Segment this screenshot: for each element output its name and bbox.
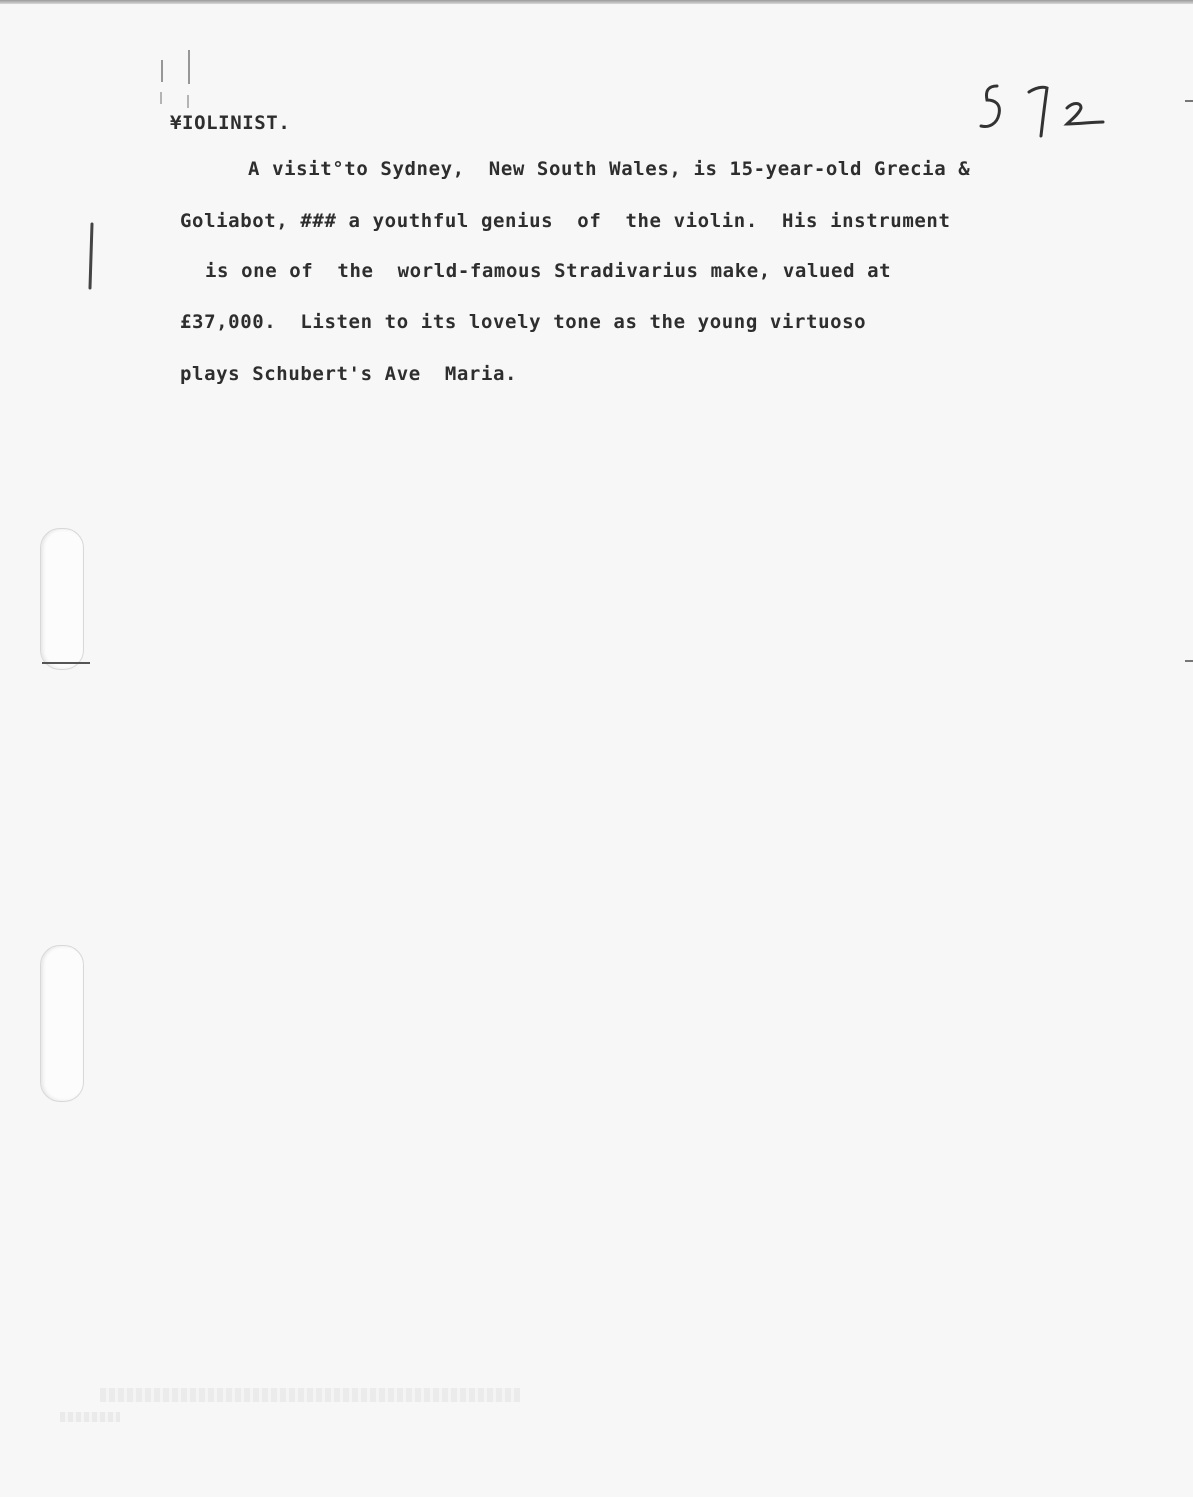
margin-pencil-mark (86, 222, 96, 290)
handwritten-page-number (975, 78, 1115, 148)
faint-bleed-through-mark (60, 1412, 120, 1422)
edge-tick (1185, 100, 1193, 102)
binder-hole-bottom (40, 945, 84, 1102)
edge-tick (1185, 660, 1193, 662)
document-heading: ¥IOLINIST. (170, 112, 291, 134)
body-line-4: £37,000. Listen to its lovely tone as the young virtuoso (180, 311, 867, 333)
binder-hole-line (42, 662, 90, 664)
page-top-edge (0, 0, 1193, 4)
body-line-2: Goliabot, ### a youthful genius of the violin. His instrument (180, 210, 951, 232)
body-line-1: A visit°to Sydney, New South Wales, is 15-year-old Grecia & (248, 158, 971, 180)
binder-hole-top (40, 528, 84, 670)
body-line-3: is one of the world-famous Stradivarius make, valued at (205, 260, 892, 282)
body-line-5: plays Schubert's Ave Maria. (180, 363, 518, 385)
faint-bleed-through-text (100, 1388, 520, 1402)
